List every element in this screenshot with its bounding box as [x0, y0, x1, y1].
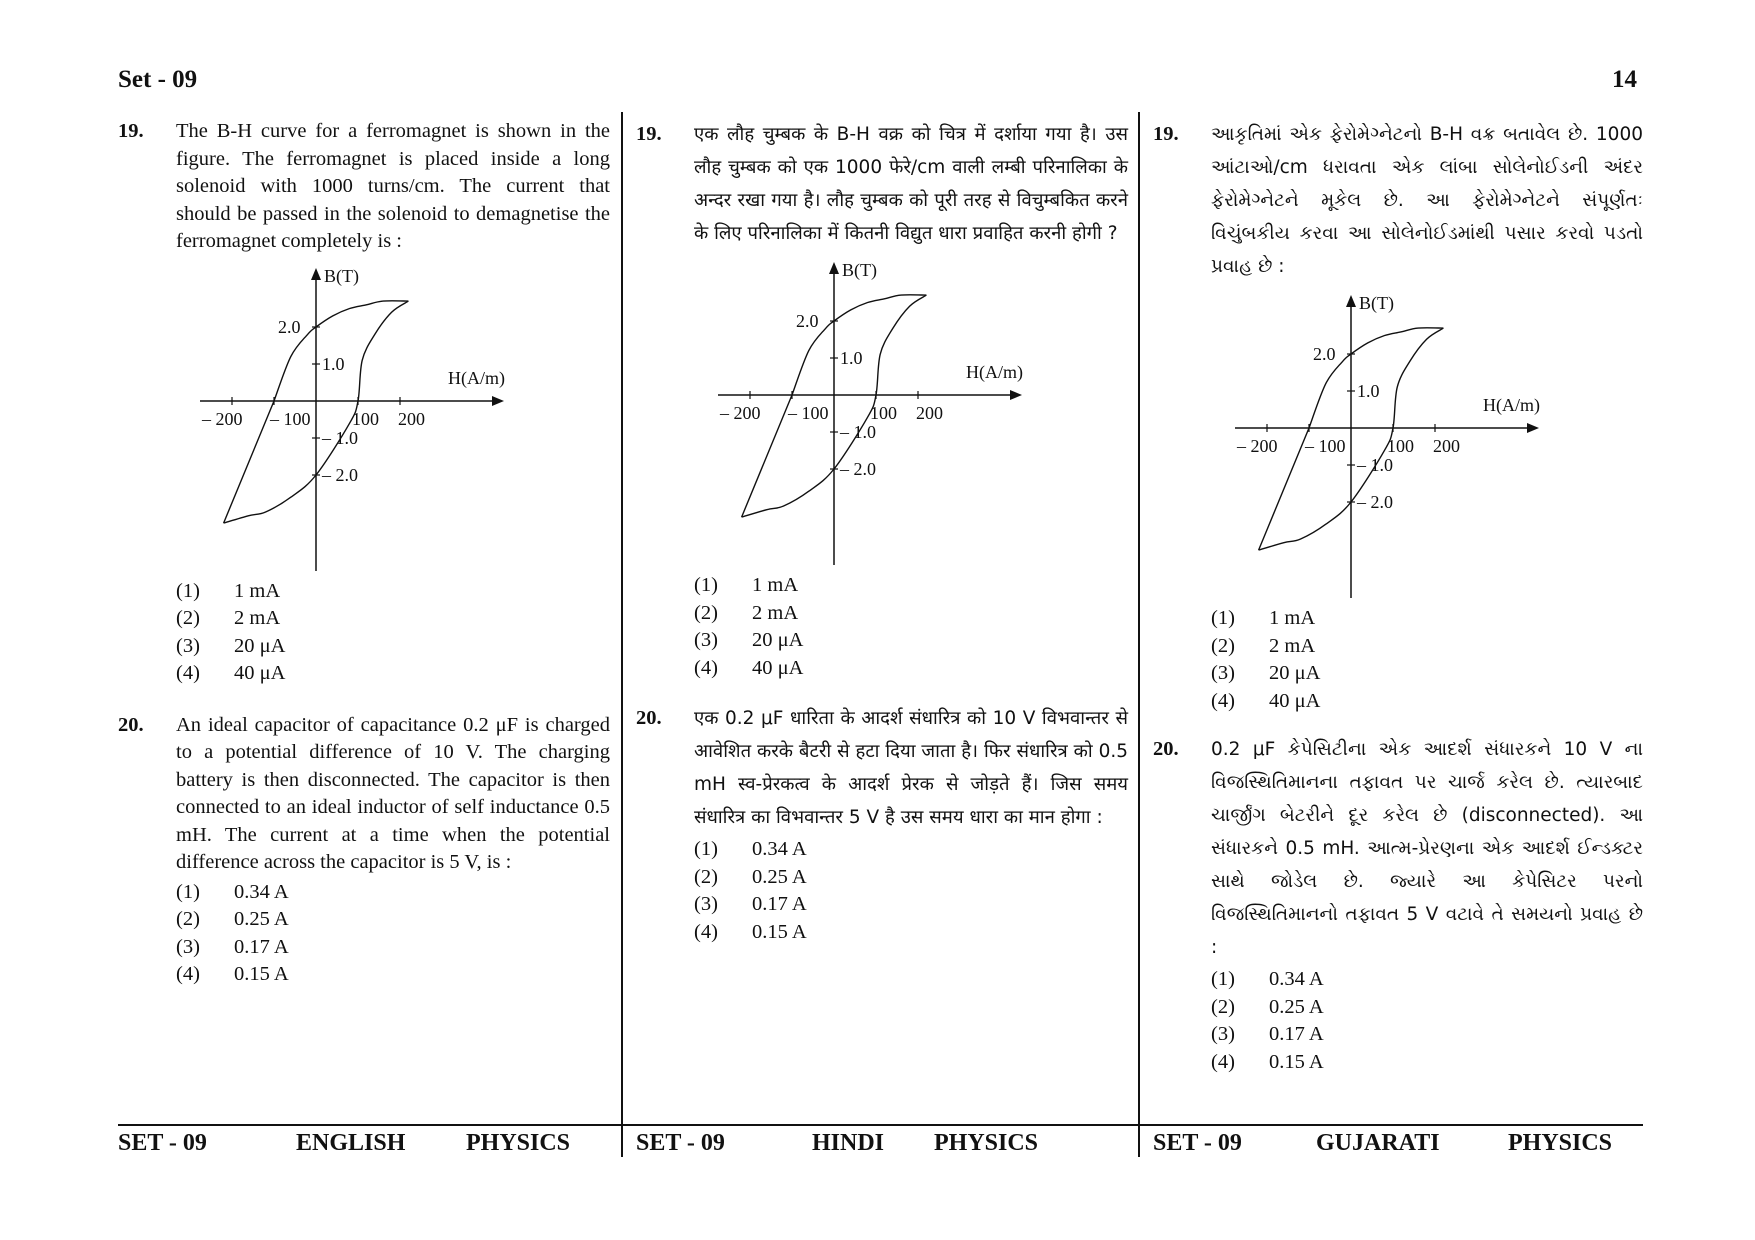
footer-set: SET - 09 [636, 1130, 725, 1156]
footer-subject: PHYSICS [934, 1130, 1039, 1156]
x-axis-arrow [492, 396, 504, 406]
question-19 [636, 118, 1128, 250]
y-tick-label: 2.0 [278, 316, 301, 337]
y-tick-label: 1.0 [1357, 381, 1380, 401]
question-text: An ideal capacitor of capacitance 0.2 μF is charged to a potential difference of 10 V. The charging battery is then disconnected. The capacitor is then connected to an ideal inductor of self inductance 0.5 mH. The current at a time when the potential difference across the capacitor is 5 V, is : [176, 713, 610, 873]
option[interactable]: (3) 0.17 A [176, 935, 289, 958]
question-text: આકૃતિમાં એક ફેરોમેગ્નેટનો B-H વક્ર બતાવેલ છે. 1000 આંટાઓ/cm ધરાવતા એક લાંબા સોલેનોઈડની અંદર ફેરોમેગ્નેટને મૂકેલ છે. આ ફેરોમેગ્નેટને સંપૂર્ણતઃ વિચુંબકીય કરવા આ સોલેનોઈડમાંથી પસાર કરવો પડતો પ્રવાહ છે : [1211, 124, 1643, 277]
option[interactable]: (4) 40 μA [1211, 689, 1321, 712]
y-tick-label: 1.0 [840, 348, 863, 368]
footer-set: SET - 09 [1153, 1130, 1242, 1156]
y-tick-label: – 1.0 [322, 427, 358, 448]
x-tick-label: – 100 [1305, 436, 1346, 456]
option[interactable]: (3) 20 μA [1211, 662, 1321, 684]
options-q20 [176, 879, 610, 989]
question-number: 19. [1153, 123, 1179, 145]
x-axis-label: H(A/m) [966, 362, 1023, 382]
question-number: 19. [636, 123, 662, 145]
options-q19 [1211, 605, 1643, 715]
x-tick-label: 200 [398, 408, 425, 429]
option[interactable]: (1) 1 mA [694, 574, 799, 596]
english-column [118, 118, 610, 989]
footer-subject: PHYSICS [466, 1130, 571, 1156]
question-19 [118, 118, 610, 256]
option[interactable]: (4) 0.15 A [1211, 1050, 1324, 1073]
question-number: 20. [1153, 738, 1179, 760]
y-tick-label: – 2.0 [322, 464, 358, 485]
y-axis-arrow [829, 262, 839, 274]
x-tick-label: 200 [916, 403, 943, 423]
gujarati-column [1153, 118, 1643, 1076]
question-20 [1153, 733, 1643, 964]
x-tick-label: 100 [870, 403, 897, 423]
option[interactable]: (3) 0.17 A [694, 893, 807, 915]
y-tick-label: – 1.0 [1357, 455, 1393, 475]
footer-language: ENGLISH [296, 1130, 406, 1156]
question-number: 19. [118, 120, 144, 142]
x-tick-label: – 200 [720, 403, 761, 423]
bh-curve-graph [186, 256, 556, 576]
question-text: 0.2 μF કેપેસિટીના એક આદર્શ સંધારકને 10 V ના વિજસ્થિતિમાનના તફાવત પર ચાર્જ કરેલ છે. ત્યારબાદ ચાર્જીંગ બેટરીને દૂર કરેલ છે (disconnected). આ સંધારકને 0.5 mH. આત્મ-પ્રેરણના એક આદર્શ ઈન્ડક્ટર સાથે જોડેલ છે. જ્યારે આ કેપેસિટર પરનો વિજસ્થિતિમાનનો તફાવત 5 V વટાવે તે સમયનો પ્રવાહ છે : [1211, 739, 1643, 958]
option[interactable]: (2) 0.25 A [176, 908, 289, 930]
y-axis-arrow [1346, 295, 1356, 307]
option[interactable]: (1) 0.34 A [1211, 968, 1324, 990]
x-tick-label: 100 [352, 408, 379, 429]
question-text: The B-H curve for a ferromagnet is shown in the figure. The ferromagnet is placed inside a long solenoid with 1000 turns/cm. The current that should be passed in the solenoid to demagnetise the ferromagnet completely is : [176, 120, 610, 252]
column-divider [621, 112, 623, 1157]
x-axis-arrow [1527, 423, 1539, 433]
options-q20 [694, 836, 1128, 946]
y-axis-arrow [311, 268, 321, 280]
y-axis-label: B(T) [1359, 293, 1394, 313]
y-tick-label: – 2.0 [1357, 492, 1393, 512]
option[interactable]: (2) 2 mA [694, 601, 799, 624]
x-axis-arrow [1010, 390, 1022, 400]
x-tick-label: – 200 [202, 408, 243, 429]
option[interactable]: (4) 0.15 A [176, 963, 289, 985]
set-label: Set - 09 [118, 66, 198, 93]
question-number: 20. [636, 707, 662, 729]
question-20 [636, 702, 1128, 834]
option[interactable]: (2) 2 mA [176, 607, 281, 629]
hindi-column [636, 118, 1128, 946]
y-axis-label: B(T) [324, 265, 359, 286]
option[interactable]: (1) 0.34 A [176, 880, 289, 903]
option[interactable]: (2) 2 mA [1211, 634, 1316, 657]
y-tick-label: 2.0 [1313, 344, 1336, 364]
footer-set: SET - 09 [118, 1130, 207, 1156]
option[interactable]: (3) 20 μA [176, 634, 286, 657]
bh-curve-graph [704, 250, 1074, 570]
bh-curve-graph [1221, 283, 1591, 603]
option[interactable]: (3) 0.17 A [1211, 1023, 1324, 1045]
y-tick-label: – 1.0 [840, 422, 876, 442]
x-axis-label: H(A/m) [1483, 395, 1540, 415]
option[interactable]: (4) 0.15 A [694, 920, 807, 943]
options-q19 [694, 572, 1128, 682]
footer-language: GUJARATI [1316, 1130, 1440, 1156]
question-20 [118, 712, 610, 877]
x-tick-label: 100 [1387, 436, 1414, 456]
option[interactable]: (1) 1 mA [176, 579, 281, 602]
x-tick-label: 200 [1433, 436, 1460, 456]
footer-rule [118, 1124, 1643, 1126]
option[interactable]: (2) 0.25 A [694, 865, 807, 888]
question-number: 20. [118, 713, 144, 736]
option[interactable]: (1) 1 mA [1211, 607, 1316, 629]
question-text: एक लौह चुम्बक के B-H वक्र को चित्र में दर्शाया गया है। उस लौह चुम्बक को एक 1000 फेरे/cm वाली लम्बी परिनालिका के अन्दर रखा गया है। लौह चुम्बक को पूरी तरह से विचुम्बकित करने के लिए परिनालिका में कितनी विद्युत धारा प्रवाहित करनी होगी ? [694, 124, 1128, 244]
question-19 [1153, 118, 1643, 283]
option[interactable]: (3) 20 μA [694, 629, 804, 651]
y-axis-label: B(T) [842, 260, 877, 280]
option[interactable]: (4) 40 μA [694, 656, 804, 679]
question-text: एक 0.2 μF धारिता के आदर्श संधारित्र को 10 V विभवान्तर से आवेशित करके बैटरी से हटा दिया जाता है। फिर संधारित्र को 0.5 mH स्व-प्रेरकत्व के आदर्श प्रेरक से जोड़ते हैं। जिस समय संधारित्र का विभवान्तर 5 V है उस समय धारा का मान होगा : [694, 708, 1128, 828]
footer-language: HINDI [812, 1130, 885, 1156]
page-number: 14 [1612, 66, 1637, 93]
option[interactable]: (2) 0.25 A [1211, 995, 1324, 1018]
options-q20 [1211, 966, 1643, 1076]
y-tick-label: – 2.0 [840, 459, 876, 479]
x-tick-label: – 200 [1237, 436, 1278, 456]
x-tick-label: – 100 [270, 408, 311, 429]
footer-subject: PHYSICS [1508, 1130, 1613, 1156]
y-tick-label: 1.0 [322, 353, 345, 374]
x-tick-label: – 100 [788, 403, 829, 423]
option[interactable]: (4) 40 μA [176, 662, 286, 684]
y-tick-label: 2.0 [796, 311, 819, 331]
options-q19 [176, 578, 610, 688]
x-axis-label: H(A/m) [448, 367, 505, 388]
column-divider [1138, 112, 1140, 1157]
option[interactable]: (1) 0.34 A [694, 838, 807, 860]
